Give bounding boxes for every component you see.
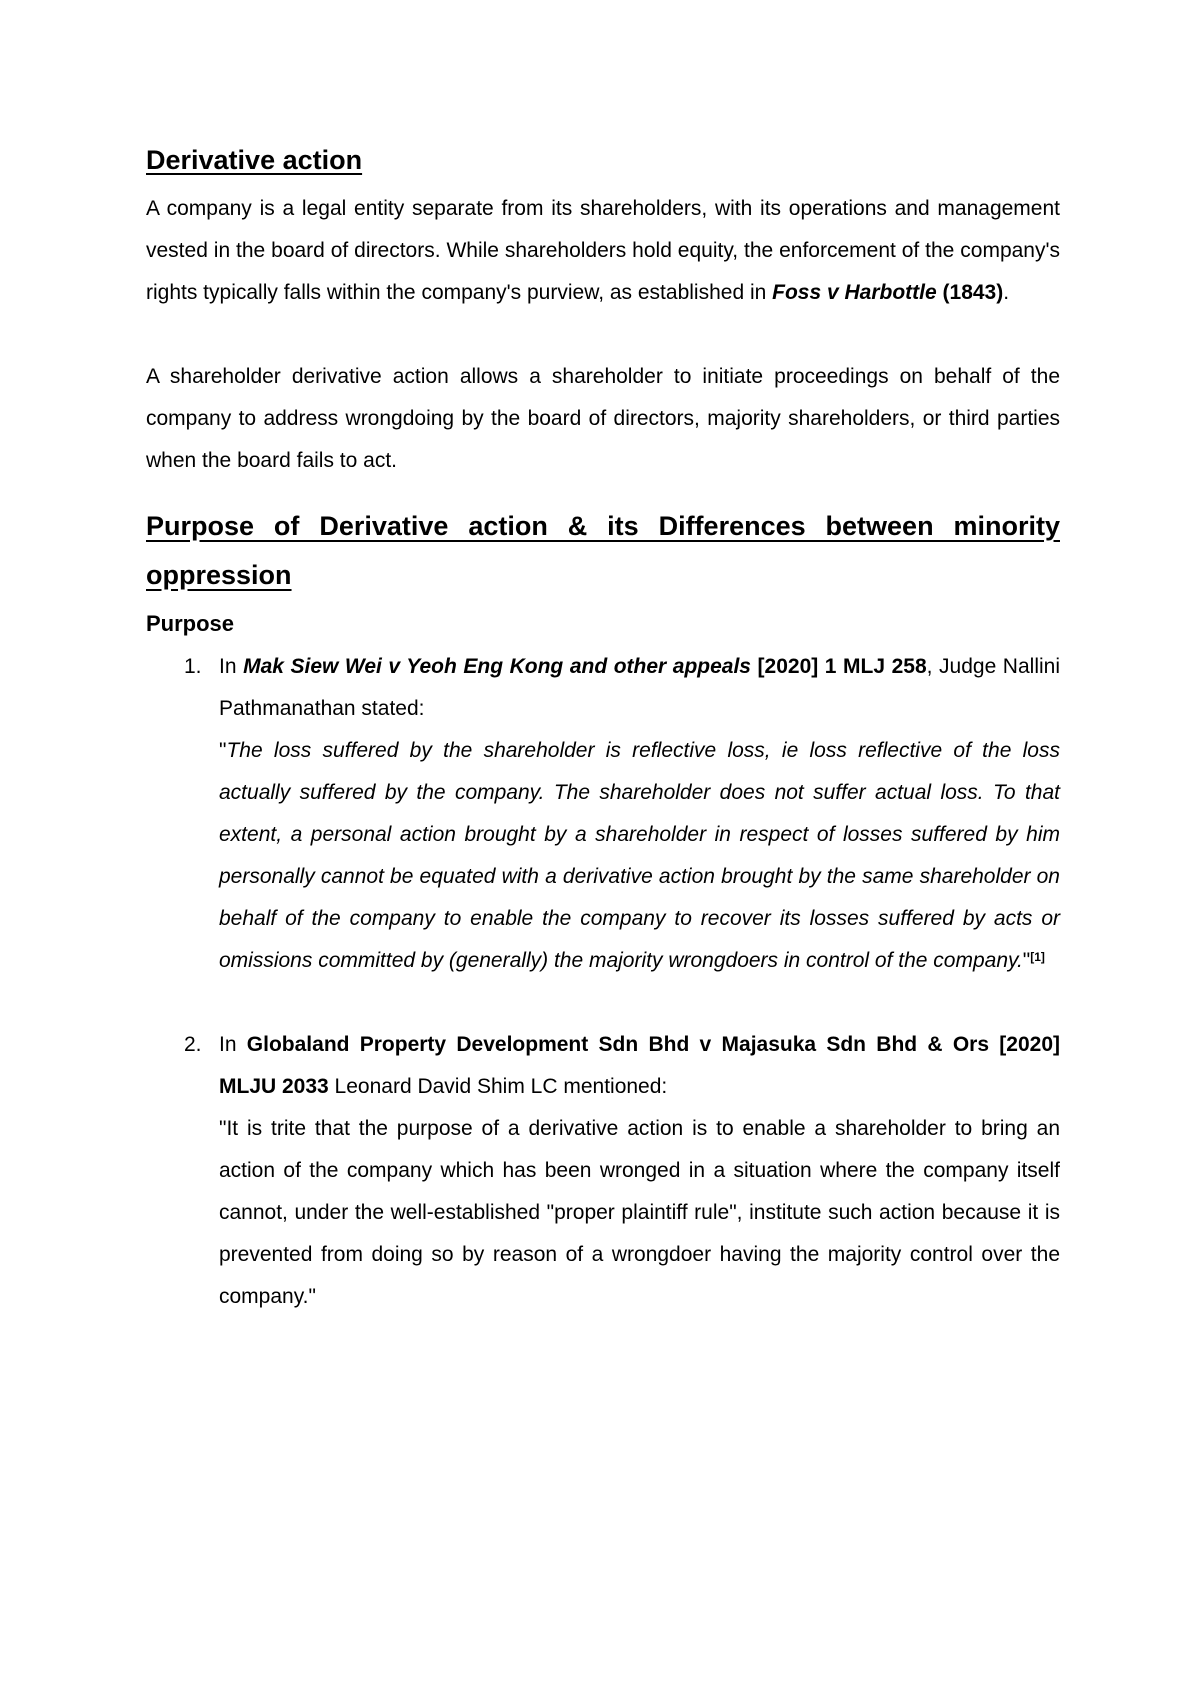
case-intro (219, 1024, 1060, 1108)
case-citation-mak: [2020] 1 MLJ 258 (750, 655, 927, 678)
list-number: 1. (184, 655, 202, 678)
case-quote (219, 730, 1060, 982)
case-name-globaland: Globaland Property Development Sdn Bhd v Majasuka Sdn Bhd & Ors [2020] MLJU 2033 (219, 1033, 1060, 1098)
spacer (146, 314, 1060, 356)
section-heading-derivative-action: Derivative action (146, 145, 363, 175)
case-name-mak: Mak Siew Wei v Yeoh Eng Kong and other appeals (243, 655, 751, 678)
subheading-purpose: Purpose (146, 611, 235, 636)
list-number: 2. (184, 1033, 202, 1056)
quote-text: The loss suffered by the shareholder is reflective loss, ie loss reflective of the loss actually suffered by the company. The shareholder does not suffer actual loss. To that extent, a personal action brought by a shareholder in respect of losses suffered by him personally cannot be equated with a derivative action brought by the same shareholder on behalf of the company to enable the company to recover its losses suffered by acts or omissions committed by (generally) the majority wrongdoers in control of the company. (219, 739, 1060, 972)
quote-close: " (1022, 949, 1031, 972)
document-page (146, 142, 1060, 1318)
intro-paragraph (146, 188, 1060, 314)
definition-paragraph: A shareholder derivative action allows a shareholder to initiate proceedings on behalf of the company to address wrongdoing by the board of directors, majority shareholders, or third parties when the board fails to act. (146, 365, 1060, 472)
intro-word: In (219, 1033, 247, 1056)
case-judge: , Judge Nallini Pathmanathan stated: (219, 655, 1060, 720)
list-item (146, 1024, 1060, 1318)
case-judge: Leonard David Shim LC mentioned: (328, 1075, 668, 1098)
quote-open: " (219, 739, 227, 762)
section-heading-purpose-differences: Purpose of Derivative action & its Differences between minority oppression (146, 511, 1060, 590)
spacer (146, 982, 1060, 1024)
footnote-link[interactable]: [1] (1030, 950, 1045, 964)
intro-text: A company is a legal entity separate from its shareholders, with its operations and management vested in the board of directors. While shareholders hold equity, the enforcement of the company's rights typically falls within the company's purview, as established in (146, 197, 1060, 304)
case-name-foss: Foss v Harbottle (772, 281, 937, 304)
case-year-foss: (1843) (936, 281, 1004, 304)
list-item (146, 646, 1060, 982)
intro-end: . (1003, 281, 1010, 304)
case-intro (219, 646, 1060, 730)
intro-word: In (219, 655, 244, 678)
case-quote: "It is trite that the purpose of a derivative action is to enable a shareholder to bring an action of the company which has been wronged in a situation where the company itself cannot, under the well-established "proper plaintiff rule", institute such action because it is prevented from doing so by reason of a wrongdoer having the majority control over the company." (219, 1117, 1060, 1308)
